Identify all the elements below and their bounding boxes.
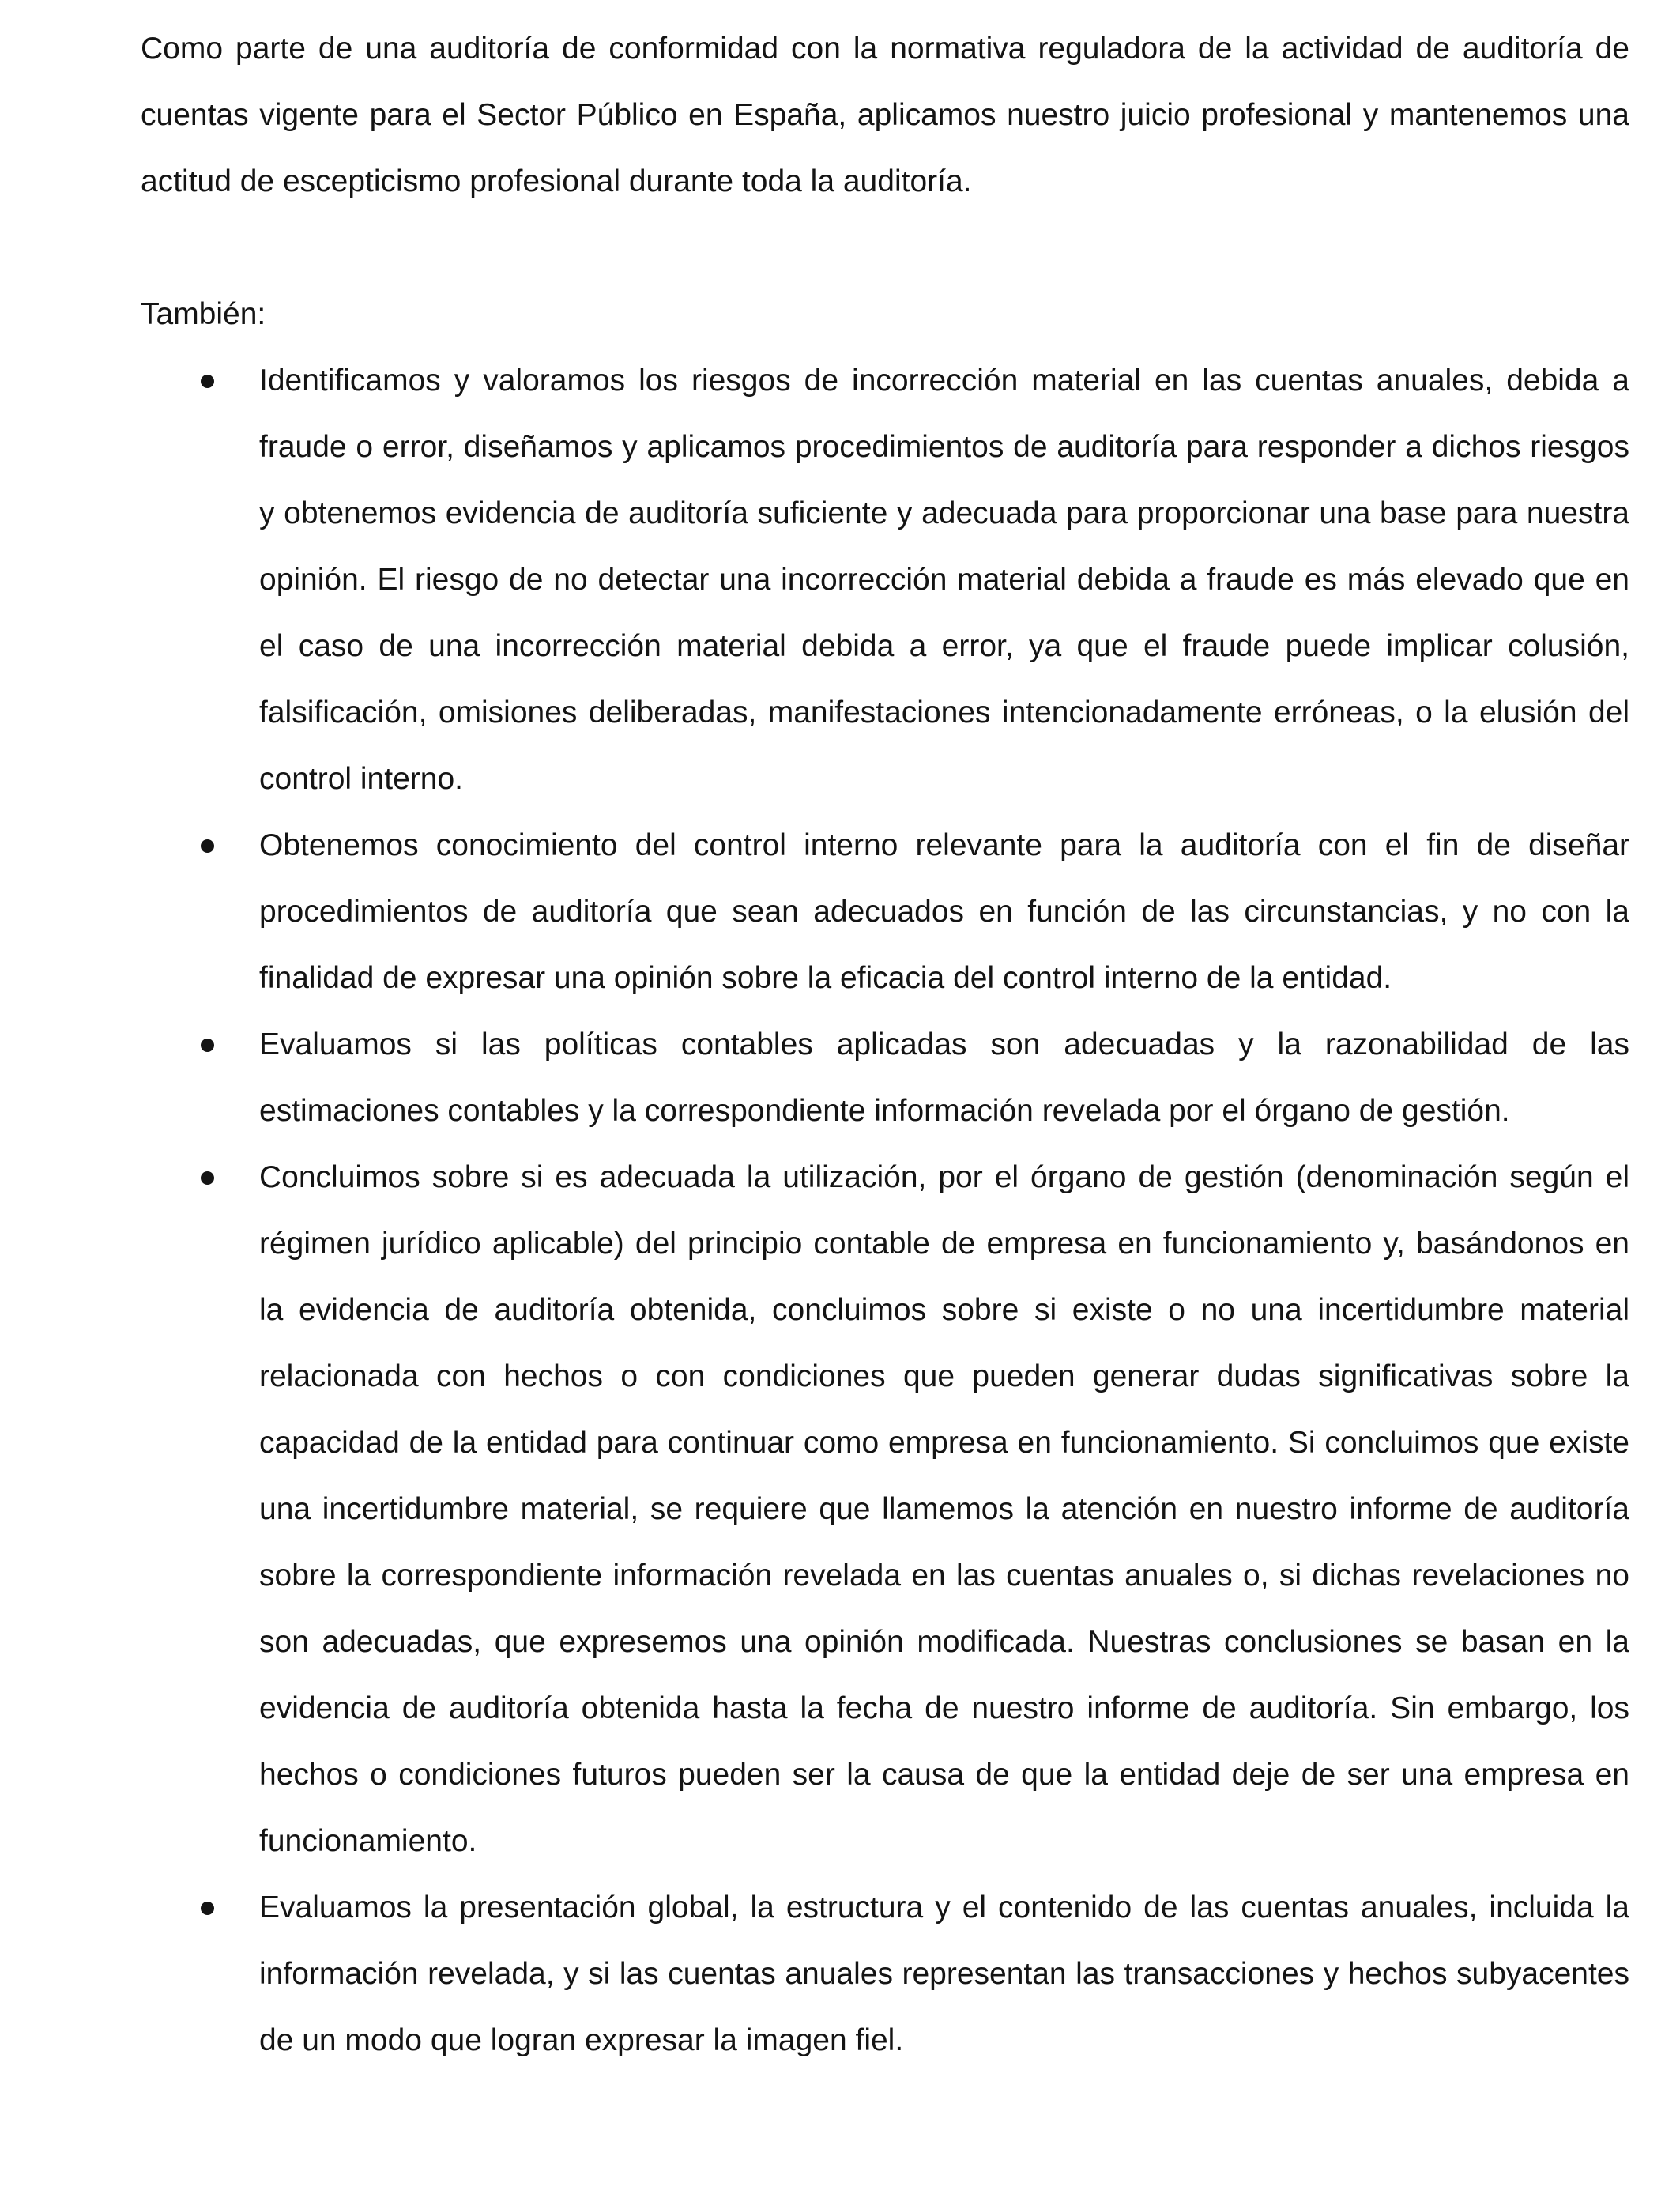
list-item [141,812,1629,1012]
list-item [141,348,1629,812]
list-item [141,1144,1629,1875]
list-item [141,1012,1629,1144]
list-item [141,1875,1629,2074]
tambien-label: También: [141,297,266,331]
list-item-text: Evaluamos si las políticas contables aplicadas son adecuadas y la razonabilidad de las estimaciones contables y la correspondiente información revelada por el órgano de gestión. [259,1027,1629,1128]
document-page [141,16,1629,2074]
list-item-text: Identificamos y valoramos los riesgos de incorrección material en las cuentas anuales, debida a fraude o error, diseñamos y aplicamos procedimientos de auditoría para responder a dichos riesgos y obtenemos evidencia de auditoría suficiente y adecuada para proporcionar una base para nuestra opinión. El riesgo de no detectar una incorrección material debida a fraude es más elevado que en el caso de una incorrección material debida a error, ya que el fraude puede implicar colusión, falsificación, omisiones deliberadas, manifestaciones intencionadamente erróneas, o la elusión del control interno. [259,364,1629,796]
bullet-dot-icon [201,839,214,853]
bullet-dot-icon [201,1171,214,1185]
bullet-dot-icon [201,375,214,388]
bullet-dot-icon [201,1039,214,1052]
intro-paragraph: Como parte de una auditoría de conformidad con la normativa reguladora de la actividad de auditoría de cuentas vigente para el Sector Público en España, aplicamos nuestro juicio profesional y mantenemos una actitud de escepticismo profesional durante toda la auditoría. [141,32,1629,198]
list-item-text: Evaluamos la presentación global, la estructura y el contenido de las cuentas anuales, incluida la información revelada, y si las cuentas anuales representan las transacciones y hechos subyacentes de un modo que logran expresar la imagen fiel. [259,1891,1629,2057]
list-item-text: Obtenemos conocimiento del control interno relevante para la auditoría con el fin de diseñar procedimientos de auditoría que sean adecuados en función de las circunstancias, y no con la finalidad de expresar una opinión sobre la eficacia del control interno de la entidad. [259,828,1629,995]
bullet-dot-icon [201,1902,214,1915]
bullet-list [141,348,1629,2074]
list-item-text: Concluimos sobre si es adecuada la utilización, por el órgano de gestión (denominación según el régimen jurídico aplicable) del principio contable de empresa en funcionamiento y, basándonos en la evidencia de auditoría obtenida, concluimos sobre si existe o no una incertidumbre material relacionada con hechos o con condiciones que pueden generar dudas significativas sobre la capacidad de la entidad para continuar como empresa en funcionamiento. Si concluimos que existe una incertidumbre material, se requiere que llamemos la atención en nuestro informe de auditoría sobre la correspondiente información revelada en las cuentas anuales o, si dichas revelaciones no son adecuadas, que expresemos una opinión modificada. Nuestras conclusiones se basan en la evidencia de auditoría obtenida hasta la fecha de nuestro informe de auditoría. Sin embargo, los hechos o condiciones futuros pueden ser la causa de que la entidad deje de ser una empresa en funcionamiento. [259,1160,1629,1858]
